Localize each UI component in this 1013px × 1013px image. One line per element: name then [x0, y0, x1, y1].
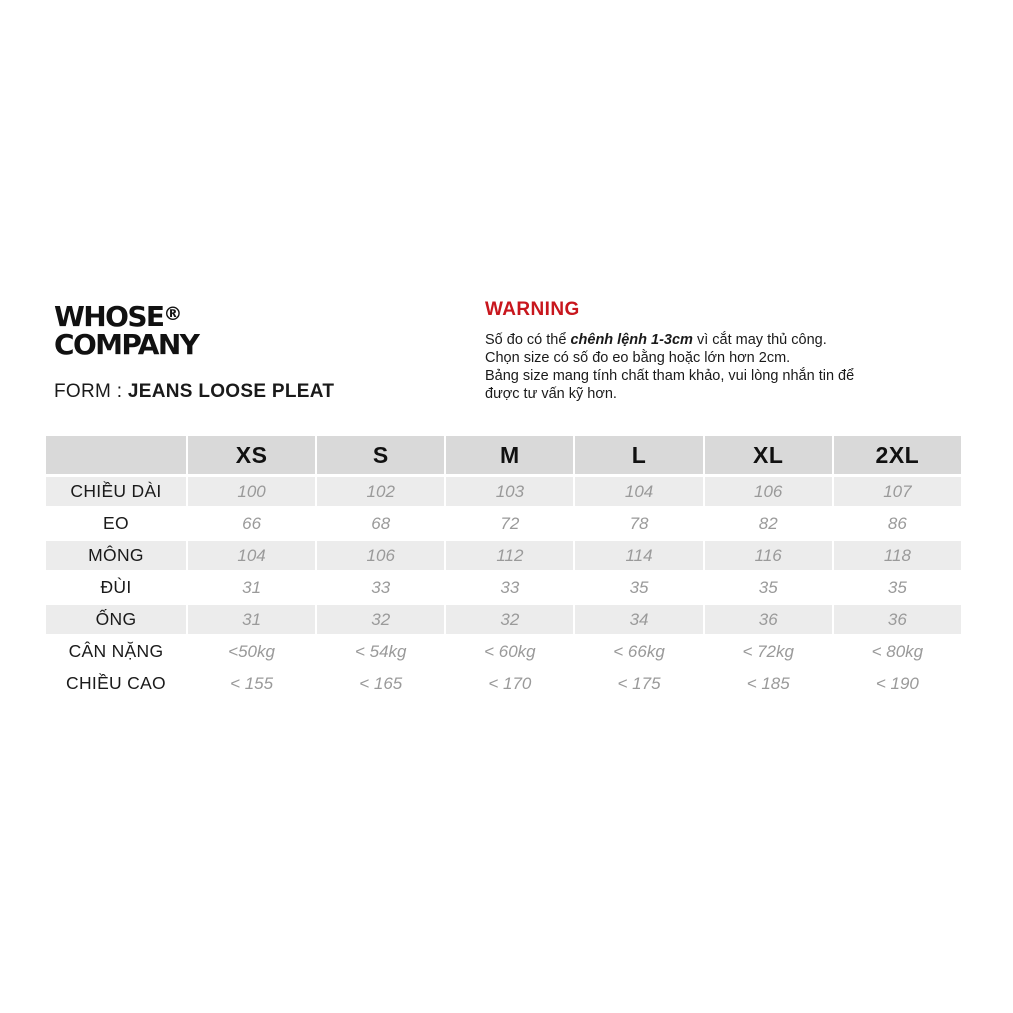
value-cell: < 175: [617, 673, 661, 693]
value-cell: 32: [446, 605, 573, 634]
value-cell: 68: [371, 513, 391, 533]
warning-emphasis: chênh lệnh 1-3cm: [570, 332, 693, 348]
value-cell: < 66kg: [613, 641, 665, 661]
table-row-leg-opening: [46, 605, 961, 634]
form-label: FORM :: [54, 381, 123, 402]
value-cell: 116: [705, 541, 832, 570]
warning-body: [485, 331, 955, 403]
value-cell: 78: [629, 513, 649, 533]
value-cell: 35: [758, 577, 778, 597]
form-value: JEANS LOOSE PLEAT: [127, 381, 335, 402]
table-row-hip: [46, 541, 961, 570]
size-header-2xl: 2XL: [834, 436, 961, 474]
value-cell: 35: [887, 577, 907, 597]
value-cell: < 165: [359, 673, 403, 693]
table-row-weight: [46, 637, 961, 666]
value-cell: 36: [834, 605, 961, 634]
value-cell: 33: [371, 577, 391, 597]
value-cell: 114: [575, 541, 702, 570]
value-cell: 34: [575, 605, 702, 634]
warning-line-1: Số đo có thể chênh lệnh 1-3cm vì cắt may thủ công.: [485, 332, 827, 348]
size-header-m: M: [446, 436, 573, 474]
size-header-row: [46, 436, 961, 474]
brand-logo: [54, 300, 198, 359]
row-label: MÔNG: [46, 541, 186, 570]
value-cell: < 170: [488, 673, 532, 693]
value-cell: 118: [834, 541, 961, 570]
value-cell: 82: [758, 513, 778, 533]
warning-title: WARNING: [485, 299, 580, 320]
row-label: ĐÙI: [100, 577, 132, 597]
size-header-l: L: [575, 436, 702, 474]
warning-line-4: được tư vấn kỹ hơn.: [485, 386, 617, 402]
table-row-thigh: [46, 573, 961, 602]
value-cell: < 72kg: [742, 641, 794, 661]
value-cell: 31: [242, 577, 262, 597]
size-chart-table: [44, 433, 963, 701]
table-corner-cell: [46, 436, 186, 474]
value-cell: 36: [705, 605, 832, 634]
value-cell: < 155: [230, 673, 274, 693]
value-cell: <50kg: [228, 641, 275, 661]
value-cell: 104: [575, 477, 702, 506]
size-header-xs: XS: [188, 436, 315, 474]
value-cell: 72: [500, 513, 520, 533]
table-row-length: [46, 477, 961, 506]
value-cell: < 80kg: [871, 641, 924, 661]
value-cell: < 54kg: [354, 641, 407, 661]
value-cell: < 60kg: [484, 641, 536, 661]
value-cell: 104: [188, 541, 315, 570]
warning-line-3: Bảng size mang tính chất tham khảo, vui lòng nhắn tin để: [485, 368, 855, 384]
value-cell: 112: [446, 541, 573, 570]
value-cell: 100: [188, 477, 315, 506]
brand-logo-line1: WHOSE®: [54, 300, 183, 333]
form-line: [54, 381, 334, 403]
value-cell: 106: [317, 541, 444, 570]
row-label: ỐNG: [46, 605, 186, 634]
value-cell: 86: [887, 513, 907, 533]
row-label: CHIỀU DÀI: [46, 477, 186, 506]
value-cell: 32: [317, 605, 444, 634]
value-cell: 106: [705, 477, 832, 506]
value-cell: 103: [446, 477, 573, 506]
value-cell: 35: [629, 577, 649, 597]
registered-mark: ®: [163, 303, 183, 325]
value-cell: 102: [317, 477, 444, 506]
value-cell: 66: [242, 513, 262, 533]
size-header-xl: XL: [705, 436, 832, 474]
row-label: CÂN NẶNG: [68, 641, 164, 661]
brand-logo-line2: COMPANY: [54, 328, 199, 361]
value-cell: < 190: [875, 673, 919, 693]
value-cell: < 185: [746, 673, 790, 693]
value-cell: 31: [188, 605, 315, 634]
value-cell: 33: [500, 577, 520, 597]
table-row-waist: [46, 509, 961, 538]
size-header-s: S: [317, 436, 444, 474]
table-row-height: [46, 669, 961, 698]
row-label: EO: [103, 513, 129, 533]
value-cell: 107: [834, 477, 961, 506]
warning-line-2: Chọn size có số đo eo bằng hoặc lớn hơn 2cm.: [485, 350, 791, 366]
row-label: CHIỀU CAO: [66, 673, 166, 693]
